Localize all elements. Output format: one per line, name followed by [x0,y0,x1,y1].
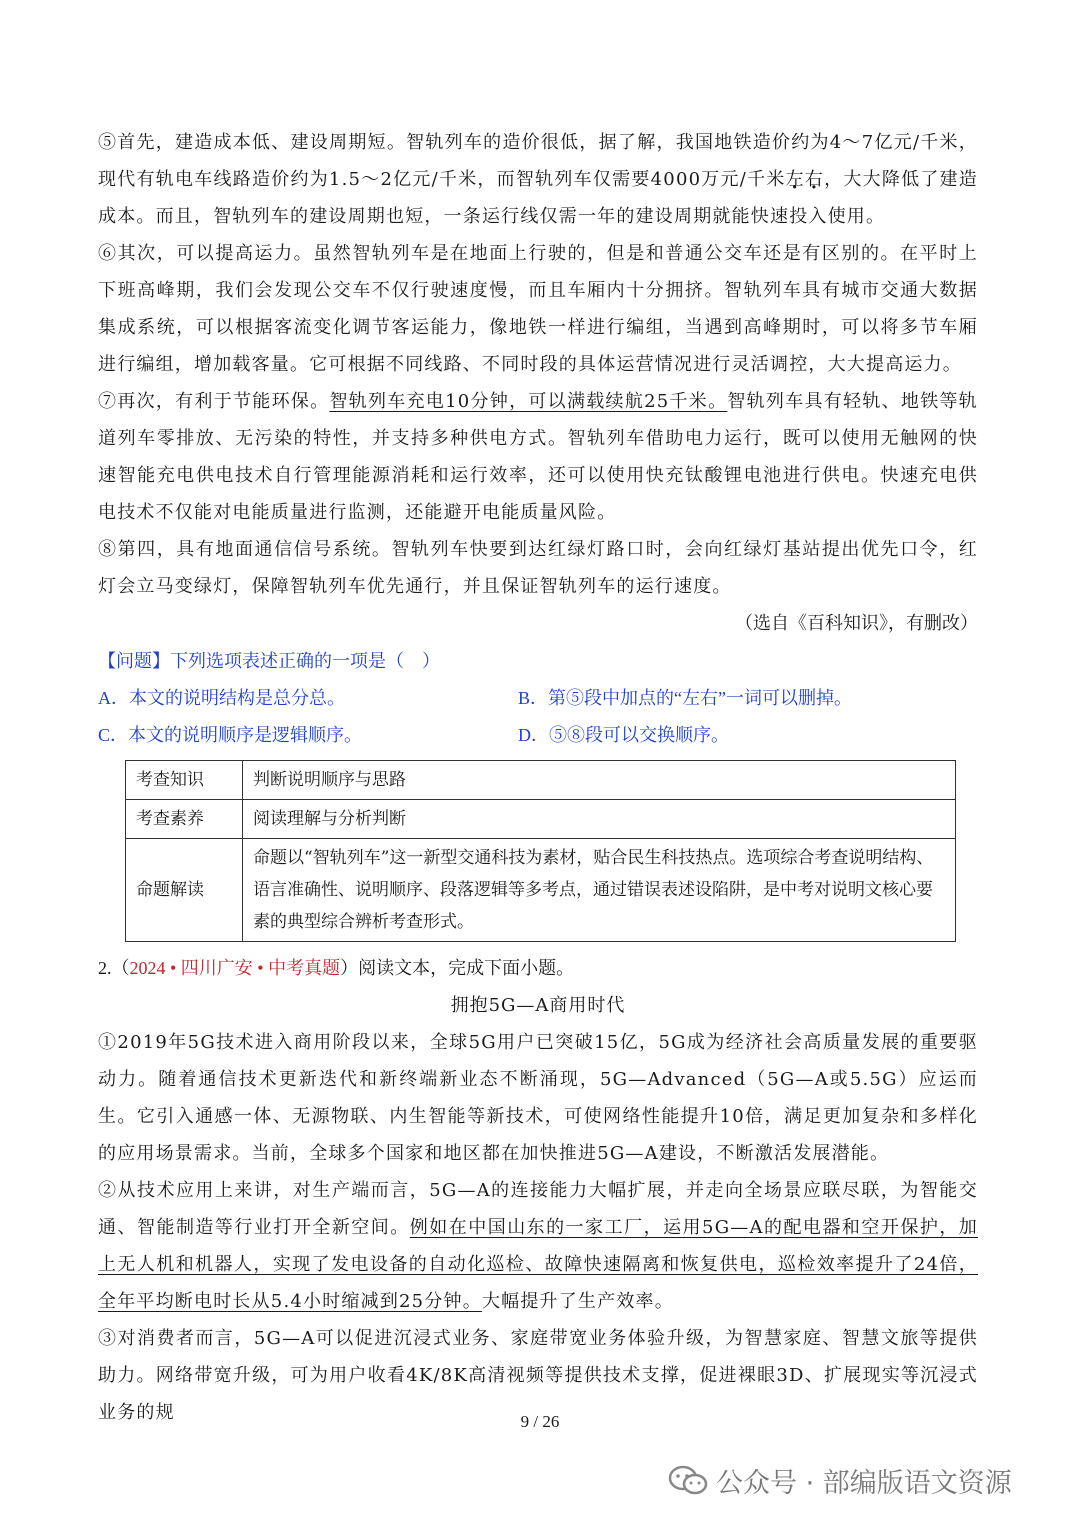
table-row: 命题解读 命题以“智轨列车”这一新型交通科技为素材，贴合民生科技热点。选项综合考查说明结构、语言准确性、说明顺序、段落逻辑等多考点，通过错误表述设陷阱，是中考对说明文核心要素的典型综合辨析考查形式。 [126,839,956,942]
analysis-table [125,760,956,942]
q2-paragraph-3: ③对消费者而言，5G—A可以促进沉浸式业务、家庭带宽业务体验升级，为智慧家庭、智慧文旅等提供助力。网络带宽升级，可为用户收看4K/8K高清视频等提供技术支撑，促进裸眼3D、扩展现实等沉浸式业务的规 [98,1328,978,1423]
dotted-char: 右 [804,169,825,190]
question-2-header: 2.（2024 • 四川广安 • 中考真题）阅读文本，完成下面小题。 [98,958,575,978]
underlined-sentence: 例如在中国山东的一家工厂，运用5G—A的配电器和空开保护，加上无人机和机器人，实现了发电设备的自动化巡检、故障快速隔离和恢复供电，巡检效率提升了24倍，全年平均断电时长从5.4小时缩减到25分钟。 [98,1217,979,1312]
paragraph-6: ⑥其次，可以提高运力。虽然智轨列车是在地面上行驶的，但是和普通公交车还是有区别的。在平时上下班高峰期，我们会发现公交车不仅行驶速度慢，而且车厢内十分拥挤。智轨列车具有城市交通大数据集成系统，可以根据客流变化调节客运能力，像地铁一样进行编组，当遇到高峰期时，可以将多节车厢进行编组，增加载客量。它可根据不同线路、不同时段的具体运营情况进行灵活调控，大大提高运力。 [98,243,978,375]
watermark-text: 公众号 · 部编版语文资源 [716,1467,1012,1499]
paragraph-5: ⑤首先，建造成本低、建设周期短。智轨列车的造价很低，据了解，我国地铁造价约为4～7亿元/千米，现代有轨电车线路造价约为1.5～2亿元/千米，而智轨列车仅需要4000万元/千米左右，大大降低了建造成本。而且，智轨列车的建设周期也短，一条运行线仅需一年的建设周期就能快速投入使用。 [98,132,979,227]
q2-paragraph-1: ①2019年5G技术进入商用阶段以来，全球5G用户已突破15亿，5G成为经济社会高质量发展的重要驱动力。随着通信技术更新迭代和新终端新业态不断涌现，5G—Advanced（5G—A或5.5G）应运而生。它引入通感一体、无源物联、内生智能等新技术，可使网络性能提升10倍，满足更加复杂和多样化的应用场景需求。当前，全球多个国家和地区都在加快推进5G—A建设，不断激活发展潜能。 [98,1032,978,1164]
option-c: C．本文的说明顺序是逻辑顺序。 [98,725,363,745]
question-prompt: 【问题】下列选项表述正确的一项是（ ） [98,651,440,671]
watermark [668,1460,1012,1500]
article-title: 拥抱5G—A商用时代 [450,995,626,1016]
table-row: 考查知识 判断说明顺序与思路 [126,761,956,800]
option-d: D．⑤⑧段可以交换顺序。 [518,725,729,745]
paragraph-8: ⑧第四，具有地面通信信号系统。智轨列车快要到达红绿灯路口时，会向红绿灯基站提出优先口令，红灯会立马变绿灯，保障智轨列车优先通行，并且保证智轨列车的运行速度。 [98,539,978,597]
options [98,680,978,754]
article-body [98,124,978,642]
option-a: A．本文的说明结构是总分总。 [98,688,345,708]
paragraph-7: ⑦再次，有利于节能环保。智轨列车充电10分钟，可以满载续航25千米。智轨列车具有轻轨、地铁等轨道列车零排放、无污染的特性，并支持多种供电方式。智轨列车借助电力运行，既可以使用无触网的快速智能充电供电技术自行管理能源消耗和运行效率，还可以使用快充钛酸锂电池进行供电。快速充电供电技术不仅能对电能质量进行监测，还能避开电能质量风险。 [98,391,978,523]
source-citation: （选自《百科知识》，有删改） [735,613,978,634]
table-row: 考查素养 阅读理解与分析判断 [126,800,956,839]
underlined-sentence: 智轨列车充电10分钟，可以满载续航25千米。 [329,391,728,412]
page-number: 9 / 26 [520,1412,560,1431]
dotted-char: 左 [785,169,805,190]
exam-tag: 2024 • 四川广安 • 中考真题 [129,958,341,978]
q2-paragraph-2: ②从技术应用上来讲，对生产端而言，5G—A的连接能力大幅扩展，并走向全场景应联尽联，为智能交通、智能制造等行业打开全新空间。例如在中国山东的一家工厂，运用5G—A的配电器和空开保护，加上无人机和机器人，实现了发电设备的自动化巡检、故障快速隔离和恢复供电，巡检效率提升了24倍，全年平均断电时长从5.4小时缩减到25分钟。大幅提升了生产效率。 [98,1180,979,1312]
question-block [98,643,978,754]
option-b: B．第⑤段中加点的“左右”一词可以删掉。 [518,688,852,708]
question-2 [98,950,978,1431]
wechat-icon [668,1465,708,1495]
